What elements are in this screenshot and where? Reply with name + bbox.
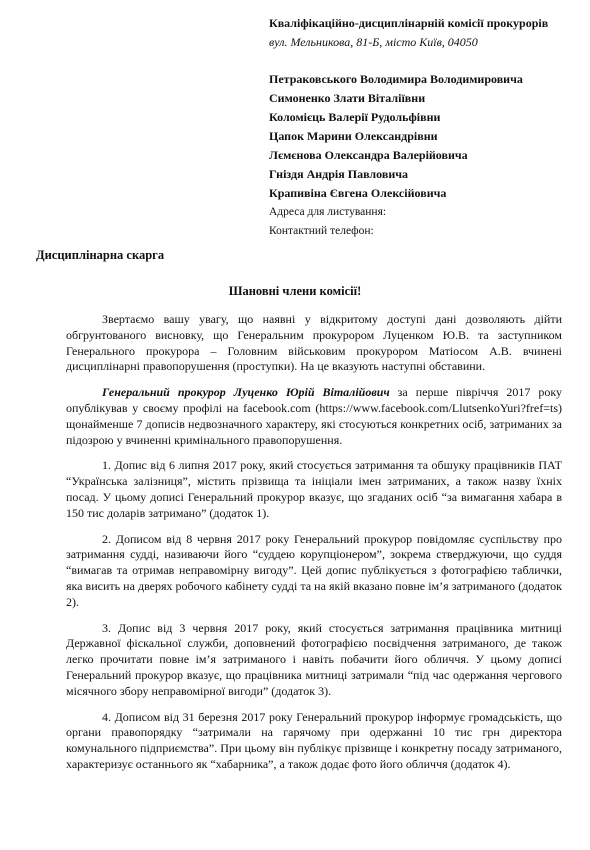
contact-phone-label: Контактний телефон: — [269, 225, 374, 237]
paragraph-item-2: 2. Дописом від 8 червня 2017 року Генеральний прокурор повідомляє суспільству про затримання судді, називаючи його “суддею корупціонером”, зокрема стверджуючи, що суддя “вимагав та отримав неправомірну вигоду”. Цей допис публікується з фотографією таблички, яка висить на дверях робочого кабінету судді та на якій вказано повне ім’я затриманого (додаток 2). — [66, 531, 562, 609]
sender-name: Лємєнова Олександра Валерійовича — [269, 148, 468, 162]
sender-name: Петраковського Володимира Володимировича — [269, 72, 523, 86]
document-type-heading: Дисциплінарна скарга — [36, 248, 165, 262]
sender-name: Гніздя Андрія Павловича — [269, 167, 408, 181]
commission-name: Кваліфікаційно-дисциплінарній комісії прокурорів — [269, 16, 549, 30]
paragraph-facebook — [66, 385, 562, 448]
prosecutor-name-emphasis: Генеральний прокурор Луценко Юрій Віталійович — [102, 385, 390, 400]
greeting: Шановні члени комісії! — [228, 284, 362, 298]
sender-name: Цапок Марини Олександрівни — [269, 129, 438, 143]
sender-name: Симоненко Злати Віталіївни — [269, 91, 426, 105]
senders-block — [269, 70, 584, 241]
paragraph-item-3: 3. Допис від 3 червня 2017 року, який стосується затримання працівника митниці Державної фіскальної служби, доповнений фотографією посвідчення затриманого, де також легко прочитати повне ім’я затриманого і навіть побачити його обличчя. У цьому дописі Генеральний прокурор вказує, що працівника митниці затримали “під час одержання чергового місячного збору неправомірної вигоди” (додаток 3). — [66, 620, 562, 698]
paragraph-item-1: 1. Допис від 6 липня 2017 року, який стосується затримання та обшуку працівників ПАТ “Українська залізниця”, містить прізвища та ініціали імен затриманих, а також назву їхніх посад. У цьому дописі Генеральний прокурор вказує, що згаданих осіб “за вимагання хабара в 150 тис доларів затримано” (додаток 1). — [66, 458, 562, 520]
sender-name: Крапивіна Євгена Олексійовича — [269, 186, 447, 200]
paragraph-item-4: 4. Дописом від 31 березня 2017 року Генеральний прокурор інформує громадськість, що органи правопорядку “затримали на гарячому при одержанні 10 тис грн директора комунального підприємства”. При цьому він публікує прізвище і конкретну посаду затриманого, характеризує останнього як “хабарника”, а також додає фото його обличчя (додаток 4). — [66, 709, 562, 771]
document-body — [66, 312, 562, 783]
paragraph-intro: Звертаємо вашу увагу, що наявні у відкритому доступі дані дозволяють дійти обгрунтованого висновку, що Генеральним прокурором Луценком Ю.В. та заступником Генерального прокурора – Головним військовим прокурором Матіосом А.В. вчинені дисциплінарні правопорушення (проступки). На це вказують наступні обставини. — [66, 312, 562, 374]
commission-address: вул. Мельникова, 81-Б, місто Київ, 04050 — [269, 35, 478, 49]
mailing-address-label: Адреса для листування: — [269, 206, 387, 218]
paragraph-facebook-text: за перше півріччя 2017 року опублікував у своєму профілі на facebook.com (https://www.facebook.com/LlutsenkoYuri?fref=ts) щонайменше 7 дописів недвозначного характеру, які стосуються конкретних осіб, затриманих за підозрою у вчиненні кримінального правопорушення. — [66, 385, 562, 447]
addressee-block — [269, 14, 584, 52]
sender-name: Коломієць Валерії Рудольфівни — [269, 110, 441, 124]
